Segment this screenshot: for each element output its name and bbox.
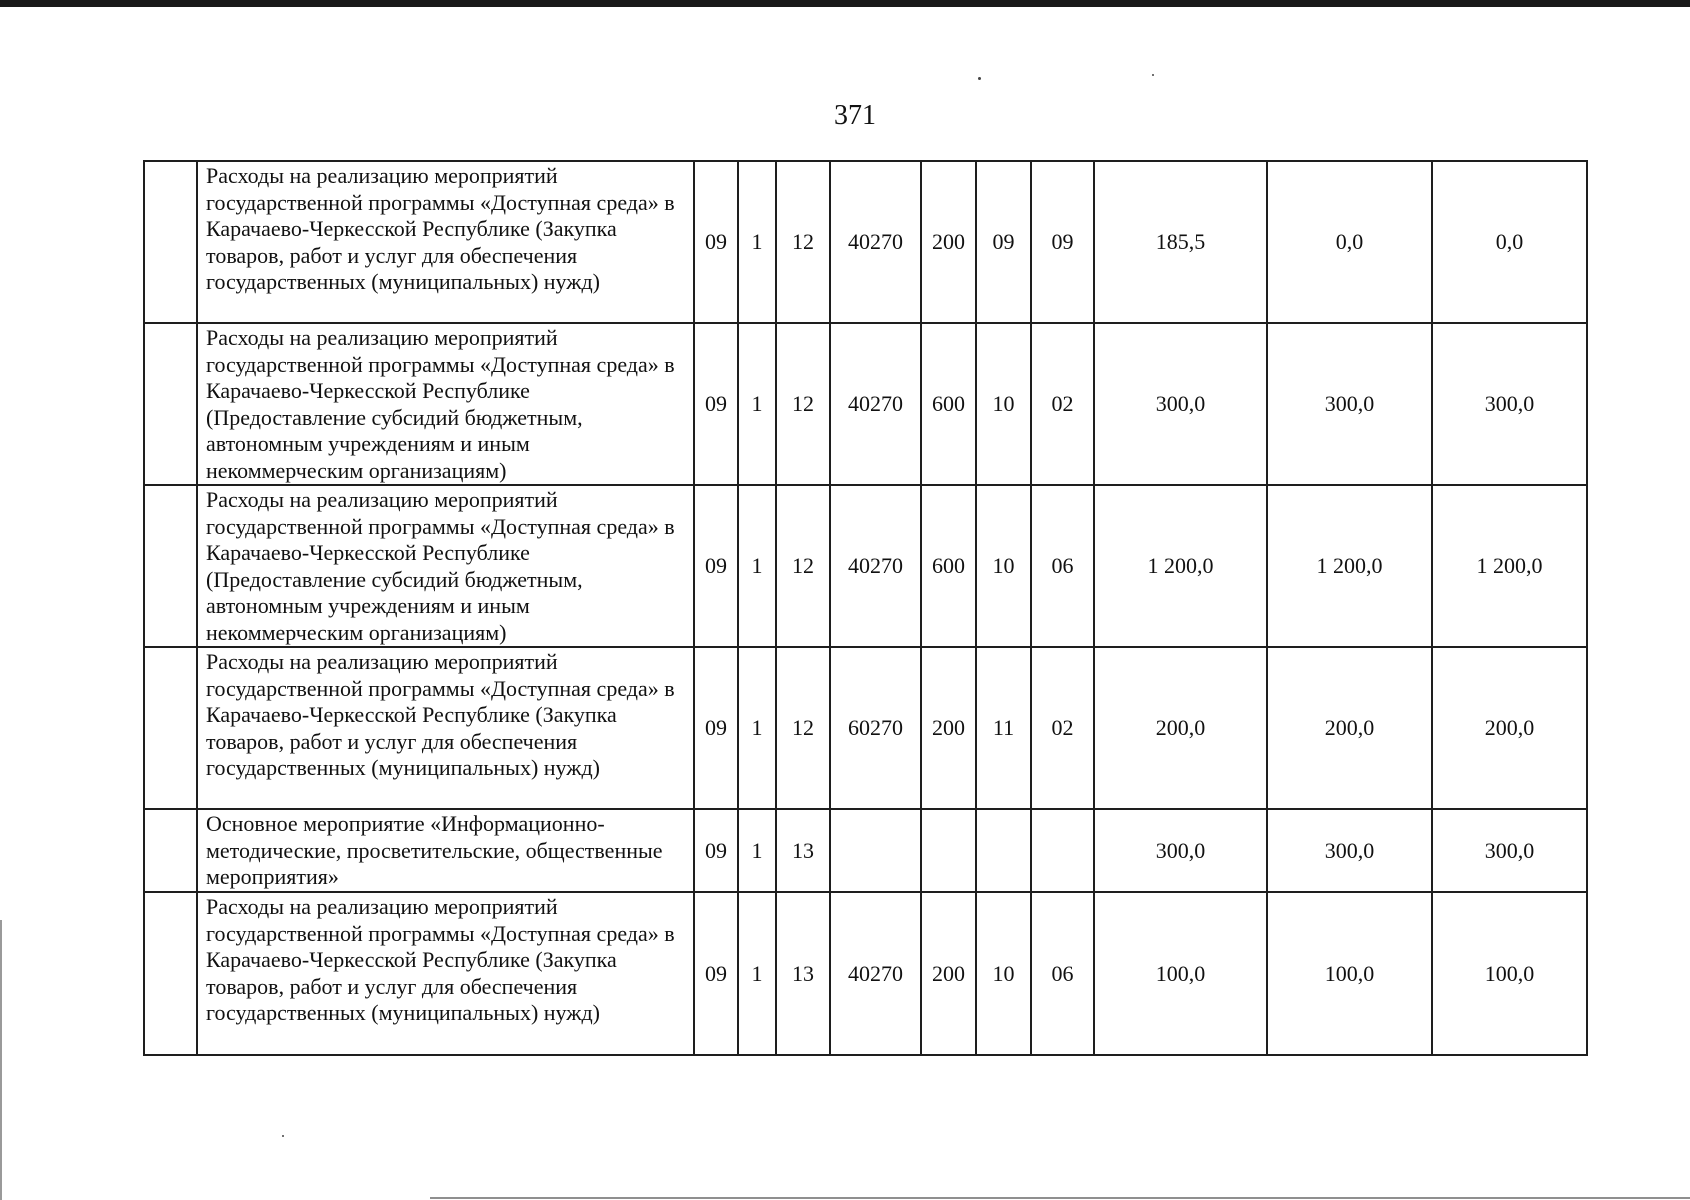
program-code: 1 bbox=[738, 809, 776, 892]
direction-code bbox=[830, 809, 921, 892]
budget-table bbox=[143, 160, 1588, 1056]
row-description: Расходы на реализацию мероприятий государственной программы «Доступная среда» в Карачаево-Черкесской Республике (Предоставление субсидий бюджетным, автономным учреждениям и иным некоммерческим организациям) bbox=[197, 323, 694, 485]
table-row bbox=[144, 485, 1587, 647]
row-number-cell bbox=[144, 323, 197, 485]
amount-year-1: 300,0 bbox=[1094, 809, 1267, 892]
amount-year-2: 1 200,0 bbox=[1267, 485, 1432, 647]
program-code: 1 bbox=[738, 323, 776, 485]
amount-year-2: 100,0 bbox=[1267, 892, 1432, 1055]
amount-year-3: 200,0 bbox=[1432, 647, 1587, 809]
section-code bbox=[976, 809, 1031, 892]
subprogram-code: 12 bbox=[776, 323, 830, 485]
subsection-code bbox=[1031, 809, 1094, 892]
ministry-code: 09 bbox=[694, 892, 738, 1055]
ministry-code: 09 bbox=[694, 647, 738, 809]
row-number-cell bbox=[144, 809, 197, 892]
row-description: Расходы на реализацию мероприятий государственной программы «Доступная среда» в Карачаево-Черкесской Республике (Закупка товаров, работ и услуг для обеспечения государственных (муниципальных) нужд) bbox=[197, 647, 694, 809]
scan-speck bbox=[1152, 74, 1154, 76]
amount-year-3: 0,0 bbox=[1432, 161, 1587, 323]
scan-left-edge bbox=[0, 920, 2, 1200]
subsection-code: 09 bbox=[1031, 161, 1094, 323]
section-code: 09 bbox=[976, 161, 1031, 323]
expense-type-code: 200 bbox=[921, 161, 976, 323]
subsection-code: 02 bbox=[1031, 647, 1094, 809]
amount-year-1: 185,5 bbox=[1094, 161, 1267, 323]
scan-speck bbox=[978, 77, 981, 80]
subprogram-code: 12 bbox=[776, 485, 830, 647]
amount-year-1: 300,0 bbox=[1094, 323, 1267, 485]
direction-code: 40270 bbox=[830, 892, 921, 1055]
scan-speck bbox=[282, 1135, 284, 1137]
direction-code: 40270 bbox=[830, 485, 921, 647]
row-description: Расходы на реализацию мероприятий государственной программы «Доступная среда» в Карачаево-Черкесской Республике (Закупка товаров, работ и услуг для обеспечения государственных (муниципальных) нужд) bbox=[197, 892, 694, 1055]
amount-year-2: 300,0 bbox=[1267, 809, 1432, 892]
table-row bbox=[144, 809, 1587, 892]
subprogram-code: 12 bbox=[776, 647, 830, 809]
table-row bbox=[144, 161, 1587, 323]
amount-year-3: 100,0 bbox=[1432, 892, 1587, 1055]
amount-year-3: 300,0 bbox=[1432, 323, 1587, 485]
amount-year-3: 300,0 bbox=[1432, 809, 1587, 892]
ministry-code: 09 bbox=[694, 485, 738, 647]
program-code: 1 bbox=[738, 647, 776, 809]
section-code: 10 bbox=[976, 485, 1031, 647]
table-row bbox=[144, 892, 1587, 1055]
row-number-cell bbox=[144, 485, 197, 647]
subprogram-code: 12 bbox=[776, 161, 830, 323]
row-number-cell bbox=[144, 647, 197, 809]
row-description: Основное мероприятие «Информационно-методические, просветительские, общественные мероприятия» bbox=[197, 809, 694, 892]
subprogram-code: 13 bbox=[776, 892, 830, 1055]
expense-type-code: 200 bbox=[921, 647, 976, 809]
direction-code: 60270 bbox=[830, 647, 921, 809]
program-code: 1 bbox=[738, 161, 776, 323]
page-number: 371 bbox=[834, 100, 876, 131]
ministry-code: 09 bbox=[694, 809, 738, 892]
amount-year-2: 0,0 bbox=[1267, 161, 1432, 323]
amount-year-1: 1 200,0 bbox=[1094, 485, 1267, 647]
expense-type-code: 600 bbox=[921, 485, 976, 647]
amount-year-1: 200,0 bbox=[1094, 647, 1267, 809]
section-code: 10 bbox=[976, 892, 1031, 1055]
amount-year-2: 300,0 bbox=[1267, 323, 1432, 485]
ministry-code: 09 bbox=[694, 323, 738, 485]
table-row bbox=[144, 647, 1587, 809]
expense-type-code bbox=[921, 809, 976, 892]
amount-year-3: 1 200,0 bbox=[1432, 485, 1587, 647]
program-code: 1 bbox=[738, 892, 776, 1055]
ministry-code: 09 bbox=[694, 161, 738, 323]
subsection-code: 02 bbox=[1031, 323, 1094, 485]
direction-code: 40270 bbox=[830, 161, 921, 323]
subsection-code: 06 bbox=[1031, 485, 1094, 647]
section-code: 11 bbox=[976, 647, 1031, 809]
scan-top-border bbox=[0, 0, 1690, 7]
subprogram-code: 13 bbox=[776, 809, 830, 892]
expense-type-code: 600 bbox=[921, 323, 976, 485]
expense-type-code: 200 bbox=[921, 892, 976, 1055]
program-code: 1 bbox=[738, 485, 776, 647]
section-code: 10 bbox=[976, 323, 1031, 485]
scan-bottom-edge bbox=[430, 1197, 1690, 1199]
row-description: Расходы на реализацию мероприятий государственной программы «Доступная среда» в Карачаево-Черкесской Республике (Закупка товаров, работ и услуг для обеспечения государственных (муниципальных) нужд) bbox=[197, 161, 694, 323]
amount-year-2: 200,0 bbox=[1267, 647, 1432, 809]
amount-year-1: 100,0 bbox=[1094, 892, 1267, 1055]
direction-code: 40270 bbox=[830, 323, 921, 485]
row-number-cell bbox=[144, 161, 197, 323]
row-description: Расходы на реализацию мероприятий государственной программы «Доступная среда» в Карачаево-Черкесской Республике (Предоставление субсидий бюджетным, автономным учреждениям и иным некоммерческим организациям) bbox=[197, 485, 694, 647]
table-row bbox=[144, 323, 1587, 485]
row-number-cell bbox=[144, 892, 197, 1055]
subsection-code: 06 bbox=[1031, 892, 1094, 1055]
